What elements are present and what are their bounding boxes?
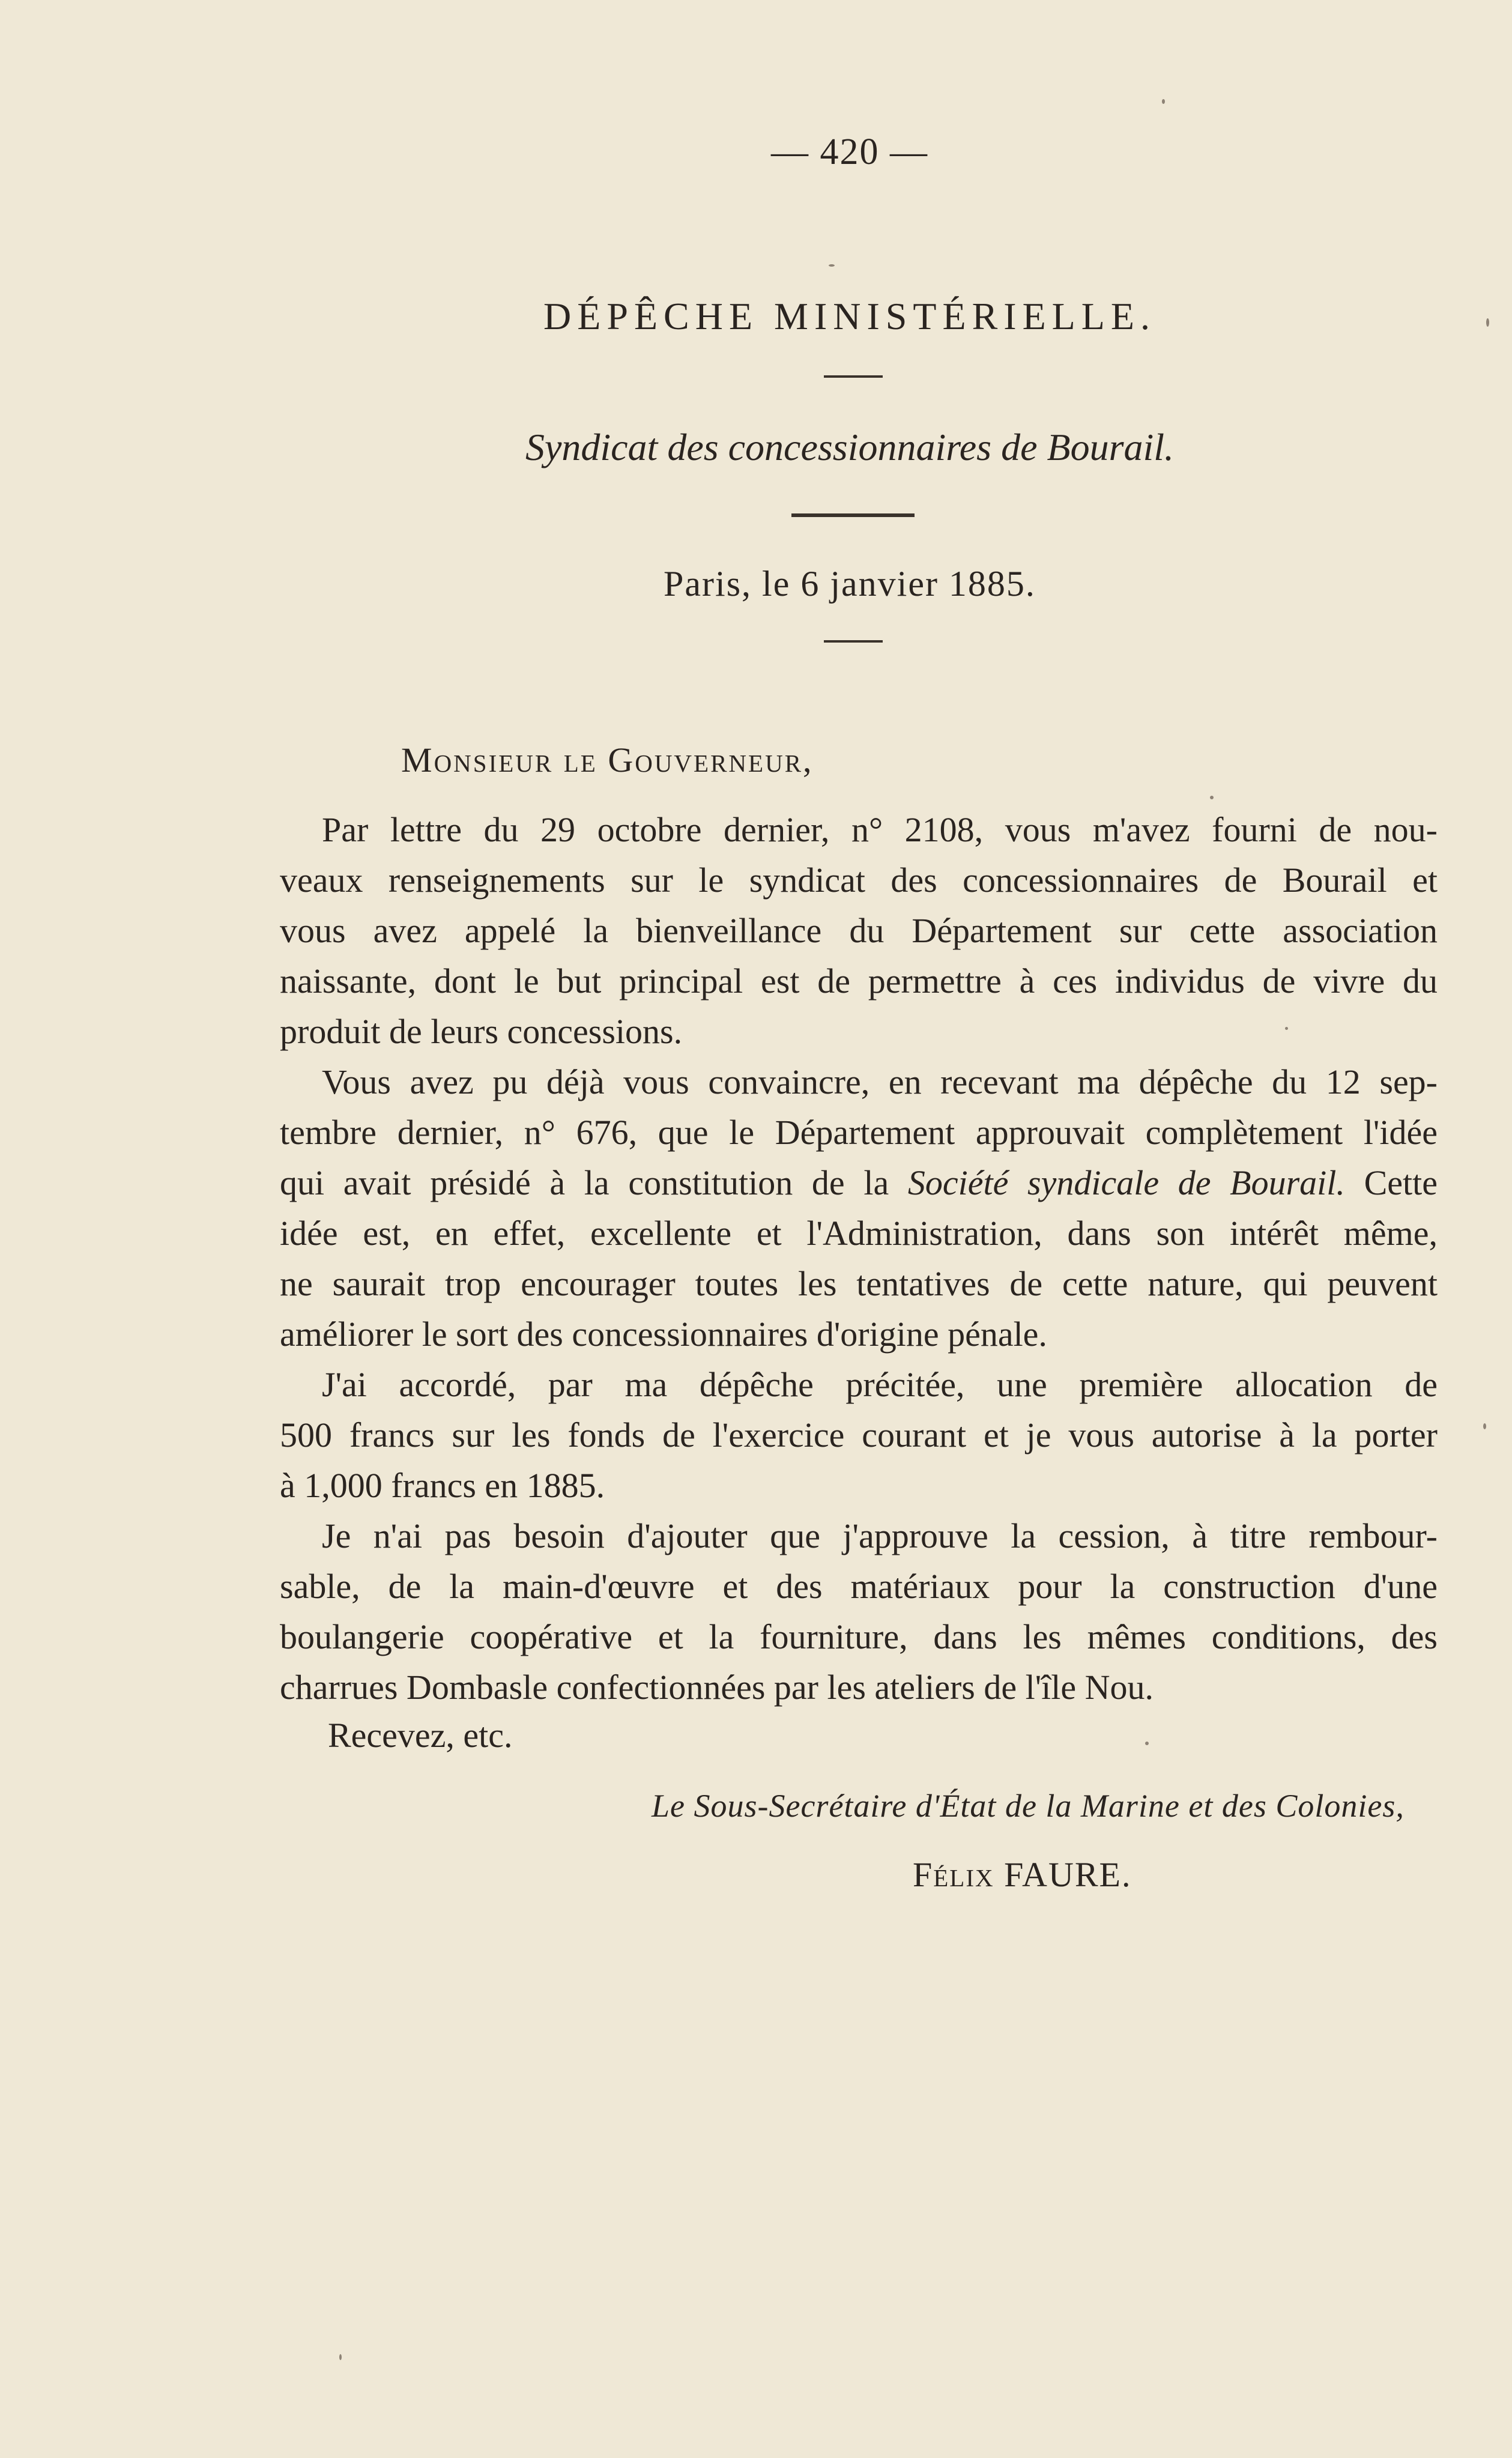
paper-speck bbox=[1145, 1742, 1149, 1745]
body-line: produit de leurs concessions. bbox=[280, 1012, 683, 1051]
body-line: veaux renseignements sur le syndicat des concessionnaires de Bourail et bbox=[280, 861, 1438, 900]
paper-speck bbox=[1162, 99, 1165, 104]
body-line: charrues Dombasle confectionnées par les ateliers de l'île Nou. bbox=[280, 1668, 1154, 1707]
paper-speck bbox=[829, 264, 835, 267]
body-line: vous avez appelé la bienveillance du Département sur cette association bbox=[280, 911, 1438, 950]
signature-last-name: FAURE. bbox=[1004, 1855, 1132, 1894]
body-text: qui avait présidé à la constitution de la bbox=[280, 1163, 889, 1202]
salutation: Monsieur le Gouverneur, bbox=[401, 740, 814, 779]
society-name: Société syndicale de Bourail. bbox=[907, 1163, 1345, 1202]
body-line: idée est, en effet, excellente et l'Administration, dans son intérêt même, bbox=[280, 1214, 1438, 1253]
dateline: Paris, le 6 janvier 1885. bbox=[664, 564, 1036, 604]
paper-speck bbox=[1285, 1027, 1288, 1030]
body-line-mixed bbox=[280, 1158, 1438, 1208]
body-line: naissante, dont le but principal est de permettre à ces individus de vivre du bbox=[280, 961, 1438, 1000]
page-number: — 420 — bbox=[771, 132, 928, 172]
closing-formula: Recevez, etc. bbox=[328, 1716, 513, 1755]
body-line: Je n'ai pas besoin d'ajouter que j'approuve la cession, à titre rembour- bbox=[322, 1516, 1438, 1555]
body-line: Vous avez pu déjà vous convaincre, en recevant ma dépêche du 12 sep- bbox=[322, 1062, 1438, 1101]
signature-title: Le Sous-Secrétaire d'État de la Marine et des Colonies, bbox=[652, 1788, 1405, 1824]
body-text: Cette bbox=[1364, 1163, 1438, 1202]
body-line: améliorer le sort des concessionnaires d'origine pénale. bbox=[280, 1315, 1047, 1354]
document-heading: DÉPÊCHE MINISTÉRIELLE. bbox=[543, 295, 1156, 338]
body-line: boulangerie coopérative et la fourniture, dans les mêmes conditions, des bbox=[280, 1617, 1438, 1656]
document-subtitle: Syndicat des concessionnaires de Bourail. bbox=[525, 426, 1175, 468]
paper-speck bbox=[1486, 318, 1489, 327]
body-line: 500 francs sur les fonds de l'exercice courant et je vous autorise à la porter bbox=[280, 1415, 1438, 1455]
divider-rule bbox=[824, 640, 883, 643]
signature-first-name: Félix bbox=[913, 1855, 994, 1894]
body-line: ne saurait trop encourager toutes les tentatives de cette nature, qui peuvent bbox=[280, 1264, 1438, 1303]
paper-speck bbox=[1483, 1423, 1486, 1429]
paper-speck bbox=[1210, 796, 1214, 799]
body-line: Par lettre du 29 octobre dernier, n° 2108, vous m'avez fourni de nou- bbox=[322, 810, 1438, 849]
signature-name bbox=[913, 1854, 1131, 1895]
divider-rule bbox=[791, 513, 915, 517]
body-line: tembre dernier, n° 676, que le Département approuvait complètement l'idée bbox=[280, 1113, 1438, 1152]
body-line: à 1,000 francs en 1885. bbox=[280, 1466, 605, 1505]
body-line: J'ai accordé, par ma dépêche précitée, une première allocation de bbox=[322, 1365, 1438, 1404]
paper-speck bbox=[339, 2354, 342, 2360]
divider-rule bbox=[824, 375, 883, 378]
body-line: sable, de la main-d'œuvre et des matériaux pour la construction d'une bbox=[280, 1567, 1438, 1606]
